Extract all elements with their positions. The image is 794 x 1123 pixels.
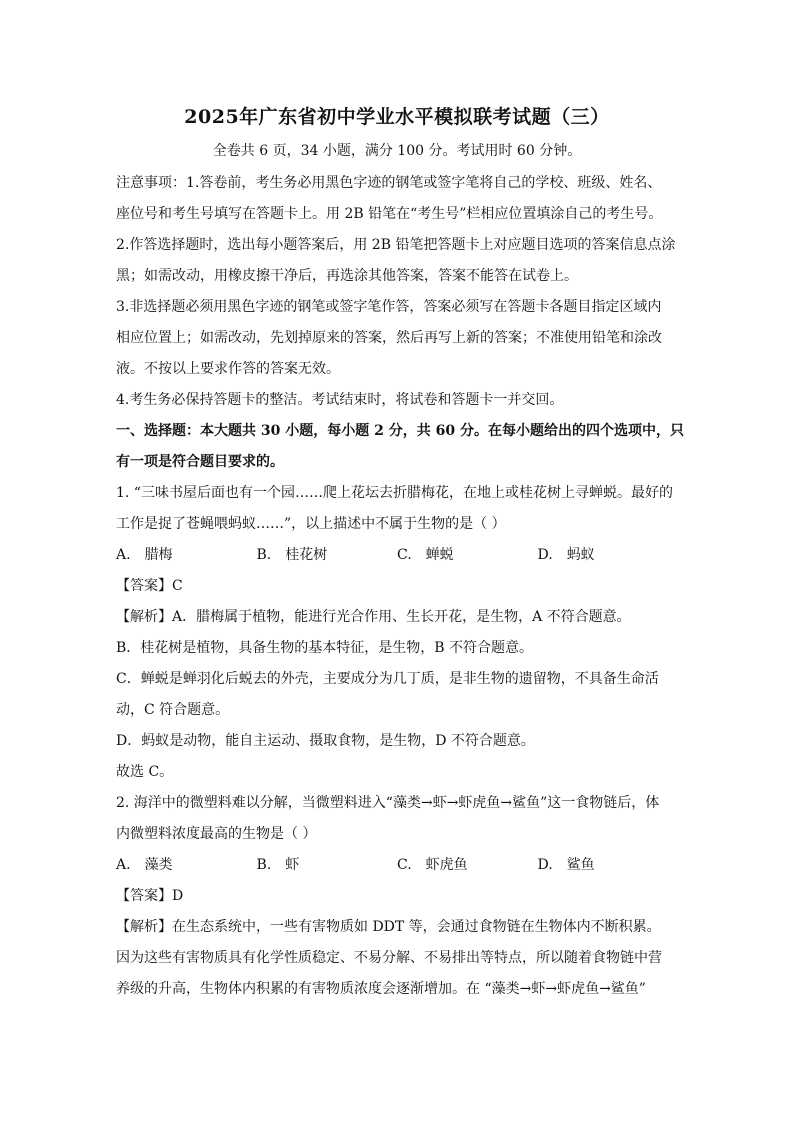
analysis-line: C．蝉蜕是蝉羽化后蜕去的外壳，主要成分为几丁质，是非生物的遗留物，不具备生命活 [116,671,659,687]
analysis-line: 动，C 符合题意。 [116,702,230,718]
option-c [397,850,538,881]
analysis-line: 【解析】在生态系统中，一些有害物质如 DDT 等，会通过食物链在生物体内不断积累。 [116,919,661,935]
question-1 [116,478,678,788]
notice-line: 2.作答选择题时，选出每小题答案后，用 2B 铅笔把答题卡上对应题目选项的答案信息点涂 [116,237,676,253]
option-text: 蝉蜕 [425,547,454,563]
answer-line: 【答案】D [116,888,184,904]
option-d [538,540,679,571]
option-b [257,540,398,571]
option-c [397,540,538,571]
question-2 [116,788,678,1005]
notice-line: 4.考生务必保持答题卡的整洁。考试结束时，将试卷和答题卡一并交回。 [116,392,564,408]
section-heading [116,416,684,478]
question-options [116,850,678,881]
page-title: 2025年广东省初中学业水平模拟联考试题（三） [184,106,610,128]
exam-info: 全卷共 6 页，34 小题，满分 100 分。考试用时 60 分钟。 [212,143,582,159]
question-options [116,540,678,571]
notice-line: 液。不按以上要求作答的答案无效。 [116,361,340,377]
analysis-line: 养级的升高，生物体内积累的有害物质浓度会逐渐增加。在 “藻类→虾→虾虎鱼→鲨鱼” [116,981,646,997]
option-d [538,850,679,881]
option-text: 虾 [285,857,300,873]
question-stem-line: 1. “三味书屋后面也有一个园……爬上花坛去折腊梅花，在地上或桂花树上寻蝉蜕。最好的 [116,485,673,501]
notice-block [116,168,678,416]
option-label: A. [116,857,131,873]
option-text: 腊梅 [144,547,173,563]
option-a [116,850,257,881]
option-label: D. [537,857,553,873]
option-text: 鲨鱼 [566,857,595,873]
option-label: C. [397,547,412,563]
option-text: 蚂蚁 [566,547,595,563]
option-label: C. [397,857,412,873]
question-stem-line: 内微塑料浓度最高的生物是（ ） [116,826,317,842]
notice-line: 黑；如需改动，用橡皮擦干净后，再选涂其他答案，答案不能答在试卷上。 [116,268,578,284]
option-label: D. [537,547,553,563]
section-heading-line: 有一项是符合题目要求的。 [116,454,284,470]
option-label: A. [116,547,131,563]
option-label: B. [256,857,272,873]
question-stem-line: 工作是捉了苍蝇喂蚂蚁……”，以上描述中不属于生物的是（ ） [116,516,506,532]
notice-line: 注意事项：1.答卷前，考生务必用黑色字迹的钢笔或签字笔将自己的学校、班级、姓名、 [116,175,662,191]
option-text: 桂花树 [285,547,328,563]
section-heading-line: 一、选择题：本大题共 30 小题，每小题 2 分，共 60 分。在每小题给出的四个选项中，只 [116,423,684,439]
option-text: 虾虎鱼 [425,857,468,873]
analysis-line: 【解析】A．腊梅属于植物，能进行光合作用、生长开花，是生物，A 不符合题意。 [116,609,631,625]
analysis-line: 故选 C。 [116,764,174,780]
analysis-line: 因为这些有害物质具有化学性质稳定、不易分解、不易排出等特点，所以随着食物链中营 [116,950,662,966]
analysis-line: D．蚂蚁是动物，能自主运动、摄取食物，是生物，D 不符合题意。 [116,733,535,749]
option-text: 藻类 [144,857,173,873]
question-stem-line: 2. 海洋中的微塑料难以分解，当微塑料进入“藻类→虾→虾虎鱼→鲨鱼”这一食物链后，体 [116,795,660,811]
option-label: B. [256,547,272,563]
notice-line: 相应位置上；如需改动，先划掉原来的答案，然后再写上新的答案；不准使用铅笔和涂改 [116,330,662,346]
option-b [257,850,398,881]
answer-line: 【答案】C [116,578,183,594]
notice-line: 3.非选择题必须用黑色字迹的钢笔或签字笔作答，答案必须写在答题卡各题目指定区域内 [116,299,662,315]
option-a [116,540,257,571]
analysis-line: B．桂花树是植物，具备生物的基本特征，是生物，B 不符合题意。 [116,640,534,656]
notice-line: 座位号和考生号填写在答题卡上。用 2B 铅笔在“考生号”栏相应位置填涂自己的考生号。 [116,206,663,222]
